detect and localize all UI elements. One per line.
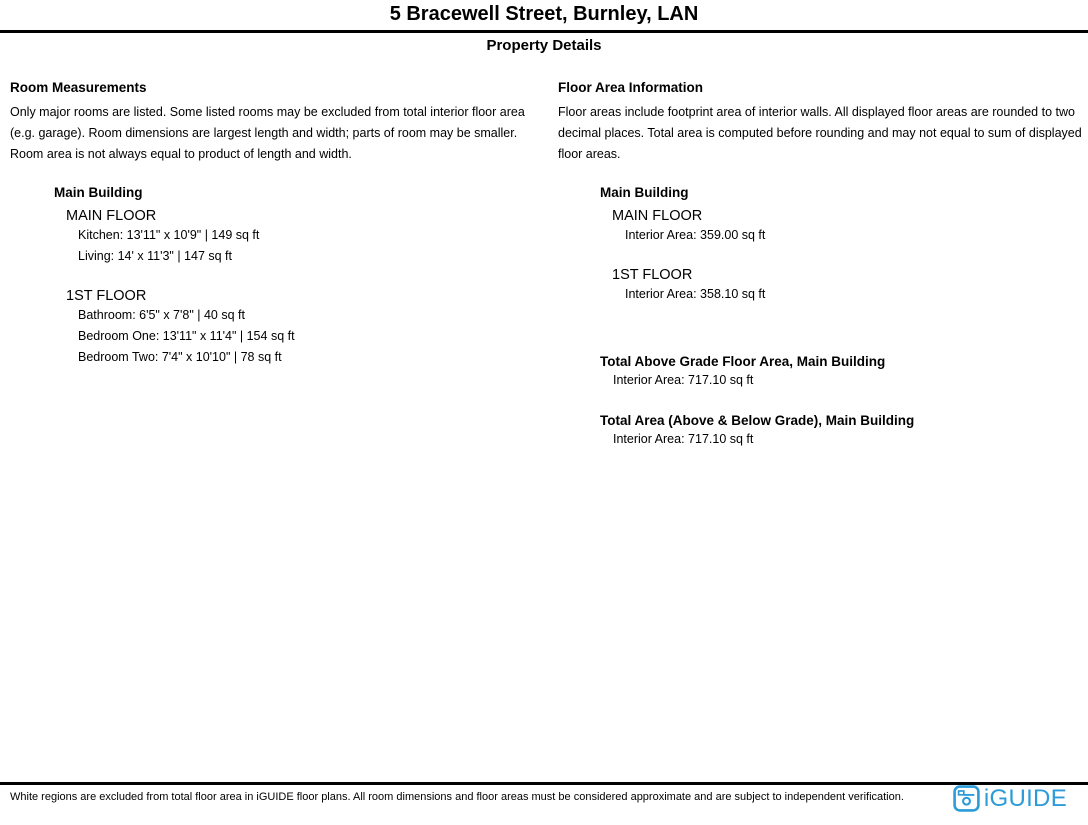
- description-line: (e.g. garage). Room dimensions are largest length and width; parts of room may be smaller.: [10, 126, 518, 141]
- floor-area-information-heading: Floor Area Information: [558, 80, 704, 95]
- floor-area-information-section: [558, 80, 1083, 450]
- footer-divider: [0, 782, 1088, 785]
- iguide-camera-icon: [953, 785, 980, 812]
- description-line: Room area is not always equal to product of length and width.: [10, 147, 352, 162]
- room-measurements-heading: Room Measurements: [10, 80, 147, 95]
- building-name: Main Building: [600, 184, 689, 200]
- floor-group-1st-floor: [612, 266, 1083, 305]
- footer-disclaimer: White regions are excluded from total floor area in iGUIDE floor plans. All room dimensions and floor areas must be considered approximate and are subject to independent verification.: [10, 791, 904, 803]
- iguide-logo: [953, 785, 1067, 812]
- total-above-below-grade-block: [600, 413, 1083, 450]
- floor-area-building-block: [600, 185, 1083, 305]
- description-line: decimal places. Total area is computed before rounding and may not equal to sum of displayed: [558, 126, 1082, 141]
- room-measurement: Bathroom: 6'5" x 7'8" | 40 sq ft: [78, 307, 245, 322]
- total-above-grade-block: [600, 354, 1083, 391]
- floor-area-information-description: [558, 102, 1083, 166]
- page-subtitle: Property Details: [486, 37, 602, 54]
- room-measurements-building-block: [54, 185, 547, 368]
- page-title: 5 Bracewell Street, Burnley, LAN: [389, 3, 699, 25]
- room-measurement: Living: 14' x 11'3" | 147 sq ft: [78, 248, 232, 263]
- interior-area-value: Interior Area: 717.10 sq ft: [613, 431, 754, 446]
- room-measurements-section: [10, 80, 547, 368]
- floor-name: MAIN FLOOR: [612, 207, 703, 224]
- room-measurement: Bedroom One: 13'11" x 11'4" | 154 sq ft: [78, 328, 295, 343]
- floor-group-main-floor: [612, 207, 1083, 246]
- description-line: Floor areas include footprint area of interior walls. All displayed floor areas are rounded to two: [558, 105, 1075, 119]
- floor-group-1st-floor: [66, 287, 547, 368]
- iguide-logo-text: iGUIDE: [983, 785, 1067, 812]
- floor-name: 1ST FLOOR: [612, 266, 693, 283]
- interior-area-value: Interior Area: 717.10 sq ft: [613, 372, 754, 387]
- floor-name: 1ST FLOOR: [66, 287, 147, 304]
- description-line: floor areas.: [558, 147, 621, 162]
- room-measurement: Kitchen: 13'11" x 10'9" | 149 sq ft: [78, 227, 260, 242]
- interior-area-value: Interior Area: 359.00 sq ft: [625, 227, 766, 242]
- interior-area-value: Interior Area: 358.10 sq ft: [625, 286, 766, 301]
- total-heading: Total Above Grade Floor Area, Main Building: [600, 353, 886, 369]
- header-divider: [0, 30, 1088, 33]
- room-measurements-description: [10, 102, 547, 166]
- room-measurement: Bedroom Two: 7'4" x 10'10" | 78 sq ft: [78, 349, 282, 364]
- building-name: Main Building: [54, 184, 143, 200]
- floor-group-main-floor: [66, 207, 547, 267]
- floor-name: MAIN FLOOR: [66, 207, 157, 224]
- description-line: Only major rooms are listed. Some listed rooms may be excluded from total interior floor area: [10, 105, 525, 119]
- total-heading: Total Area (Above & Below Grade), Main Building: [600, 412, 915, 428]
